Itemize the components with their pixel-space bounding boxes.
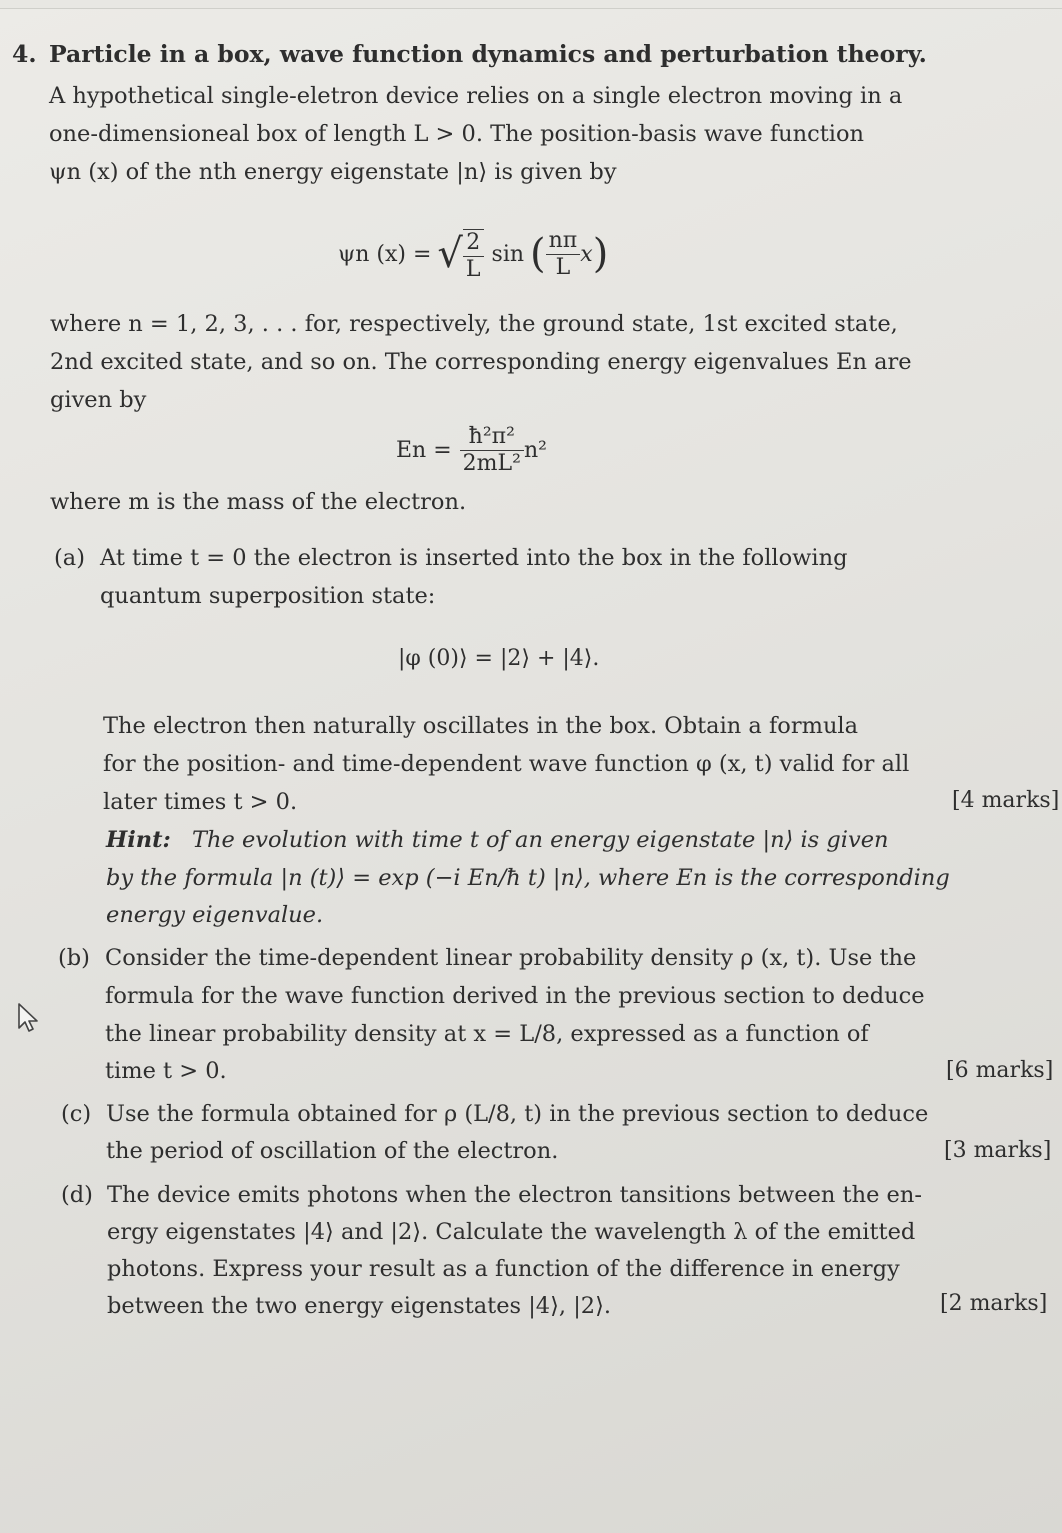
eq1-arg-num: nπ	[546, 228, 581, 255]
part-a-line-1: At time t = 0 the electron is inserted into the box in the following	[100, 545, 848, 571]
eq2-num: ħ²π²	[460, 424, 524, 451]
where-line-1: where n = 1, 2, 3, . . . for, respectively, the ground state, 1st excited state,	[50, 311, 898, 337]
wavefunction-equation	[338, 222, 608, 286]
part-b-marks: [6 marks]	[946, 1058, 1054, 1083]
part-a-line-3: The electron then naturally oscillates in the box. Obtain a formula	[103, 713, 859, 739]
eq1-arg-frac	[546, 228, 581, 281]
part-c-marks: [3 marks]	[944, 1138, 1052, 1163]
mass-line: where m is the mass of the electron.	[50, 489, 467, 515]
eq2-frac	[460, 424, 524, 477]
part-c-label: (c)	[61, 1101, 92, 1127]
part-a-line-5: later times t > 0.	[103, 789, 298, 815]
eq1-close-paren: )	[592, 231, 609, 277]
superposition-equation: |φ (0)⟩ = |2⟩ + |4⟩.	[398, 646, 600, 671]
hint-line-2: by the formula |n (t)⟩ = exp (−i En/ħ t) |n⟩, where En is the corresponding	[106, 865, 950, 891]
intro-line-1: A hypothetical single-eletron device relies on a single electron moving in a	[49, 83, 903, 109]
part-c-line-1: Use the formula obtained for ρ (L/8, t) in the previous section to deduce	[106, 1101, 929, 1127]
part-b-line-1: Consider the time-dependent linear probability density ρ (x, t). Use the	[105, 945, 917, 971]
part-a-line-2: quantum superposition state:	[100, 583, 436, 609]
part-d-line-1: The device emits photons when the electron tansitions between the en-	[107, 1182, 922, 1208]
intro-line-2: one-dimensioneal box of length L > 0. The position-basis wave function	[49, 121, 865, 147]
eq2-lhs: En =	[396, 437, 452, 463]
eq1-lhs: ψn (x) =	[338, 241, 432, 267]
part-c-line-2: the period of oscillation of the electron.	[106, 1138, 559, 1164]
eq2-tail: n²	[523, 437, 547, 463]
problem-number: 4.	[12, 40, 37, 68]
eq2-den: 2mL²	[462, 450, 521, 476]
hint-line-3: energy eigenvalue.	[106, 902, 324, 928]
where-line-3: given by	[50, 387, 147, 413]
hint-line-1: The evolution with time t of an energy eigenstate |n⟩ is given	[192, 827, 889, 853]
part-b-label: (b)	[58, 945, 90, 971]
mouse-cursor-icon	[16, 1002, 46, 1034]
eq1-sqrt-frac	[463, 229, 484, 283]
intro-line-3: ψn (x) of the nth energy eigenstate |n⟩ is given by	[49, 159, 617, 185]
eq1-open-paren: (	[530, 231, 546, 277]
part-d-line-2: ergy eigenstates |4⟩ and |2⟩. Calculate the wavelength λ of the emitted	[107, 1219, 916, 1245]
hint-label: Hint:	[106, 827, 171, 853]
eq1-arg-den: L	[555, 254, 571, 280]
part-b-line-2: formula for the wave function derived in the previous section to deduce	[105, 983, 925, 1009]
part-d-marks: [2 marks]	[940, 1291, 1048, 1316]
part-d-line-3: photons. Express your result as a function of the difference in energy	[107, 1256, 900, 1282]
problem-title: Particle in a box, wave function dynamics and perturbation theory.	[49, 40, 927, 68]
part-d-line-4: between the two energy eigenstates |4⟩, |2⟩.	[107, 1293, 612, 1319]
eq1-sin: sin	[491, 241, 525, 267]
part-b-line-3: the linear probability density at x = L/8, expressed as a function of	[105, 1021, 869, 1047]
sqrt-symbol: √	[437, 231, 463, 277]
part-d-label: (d)	[61, 1182, 93, 1208]
eq1-arg-var: x	[580, 241, 593, 267]
eq1-sqrt-den: L	[465, 257, 481, 282]
part-a-line-4: for the position- and time-dependent wave function φ (x, t) valid for all	[103, 751, 910, 777]
where-line-2: 2nd excited state, and so on. The corresponding energy eigenvalues En are	[50, 349, 912, 375]
part-a-label: (a)	[54, 545, 85, 571]
part-b-line-4: time t > 0.	[105, 1058, 227, 1084]
eq1-sqrt-num: 2	[463, 230, 484, 257]
part-a-marks: [4 marks]	[952, 788, 1060, 813]
energy-equation	[396, 418, 547, 482]
